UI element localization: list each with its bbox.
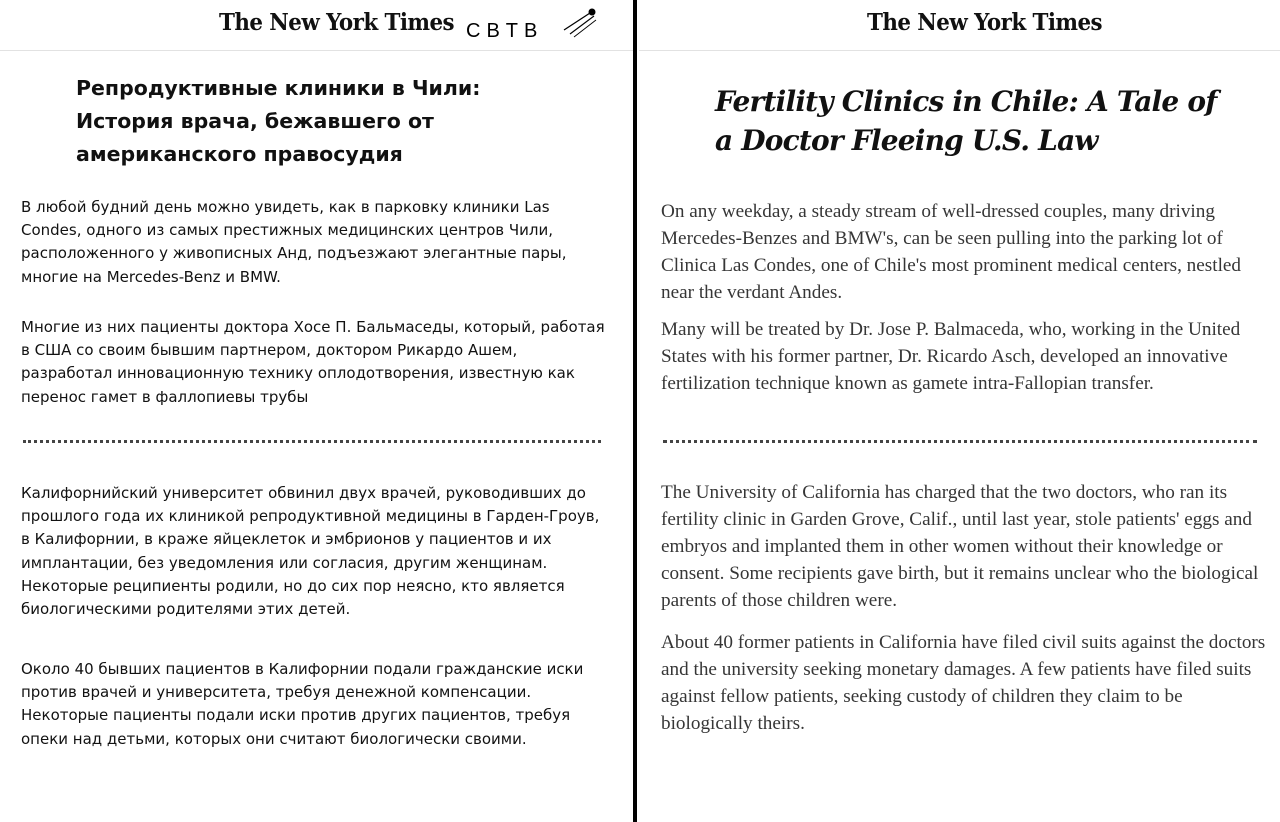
russian-article-panel	[0, 0, 633, 822]
satellite-icon	[466, 4, 602, 46]
masthead-right	[639, 0, 1280, 51]
article-title-en: Fertility Clinics in Chile: A Tale of a Doctor Fleeing U.S. Law	[715, 85, 1217, 157]
paragraph-ru-3: Калифорнийский университет обвинил двух врачей, руководивших до прошлого года их клиникой репродуктивной медицины в Гарден-Гроув, в Калифорнии, в краже яйцеклеток и эмбрионов у пациентов и их имплантации, без уведомления или согласия, другим женщинам. Некоторые реципиенты родили, но до сих пор неясно, кто является биологическими родителями этих детей.	[21, 484, 600, 619]
paragraph-en-2: Many will be treated by Dr. Jose P. Balmaceda, who, working in the United States with his former partner, Dr. Ricardo Asch, developed an innovative fertilization technique known as gamete intra-Fallopian transfer.	[661, 319, 1241, 394]
paragraph-en-1: On any weekday, a steady stream of well-dressed couples, many driving Mercedes-Benzes and BMW's, can be seen pulling into the parking lot of Clinica Las Condes, one of Chile's most prominent medical centers, nestled near the verdant Andes.	[661, 201, 1242, 303]
nyt-logo[interactable]: The New York Times	[867, 9, 1103, 36]
paragraph-ru-2: Многие из них пациенты доктора Хосе П. Бальмаседы, который, работая в США со своим бывшим партнером, доктором Рикардо Ашем, разработал инновационную технику оплодотворения, известную как перенос гамет в фаллопиевы трубы	[21, 318, 605, 406]
paragraph-ru-1: В любой будний день можно увидеть, как в парковку клиники Las Condes, одного из самых престижных медицинских центров Чили, расположенного у живописных Анд, подъезжают элегантные пары, многие на Mercedes-Benz и BMW.	[21, 198, 567, 286]
paragraph-ru-4: Около 40 бывших пациентов в Калифорнии подали гражданские иски против врачей и университета, требуя денежной компенсации. Некоторые пациенты подали иски против других пациентов, требуя опеки над детьми, которых они считают биологически своими.	[21, 660, 584, 748]
masthead-left	[0, 0, 633, 51]
cbtb-logo-text: CBTB	[466, 20, 544, 42]
english-article-panel	[639, 0, 1280, 822]
panel-divider	[633, 0, 637, 822]
cbtb-logo[interactable]	[466, 4, 602, 46]
dotted-separator	[663, 440, 1257, 443]
dotted-separator	[23, 440, 601, 443]
nyt-logo[interactable]: The New York Times	[219, 9, 455, 36]
paragraph-en-3: The University of California has charged that the two doctors, who ran its fertility clinic in Garden Grove, Calif., until last year, stole patients' eggs and embryos and implanted them in other women without their knowledge or consent. Some recipients gave birth, but it remains unclear who the biological parents of those children were.	[661, 482, 1259, 611]
article-title-ru: Репродуктивные клиники в Чили: История врача, бежавшего от американского правосудия	[76, 76, 481, 166]
paragraph-en-4: About 40 former patients in California have filed civil suits against the doctors and the university seeking monetary damages. A few patients have filed suits against fellow patients, seeking custody of children they claim to be biologically theirs.	[661, 632, 1266, 734]
